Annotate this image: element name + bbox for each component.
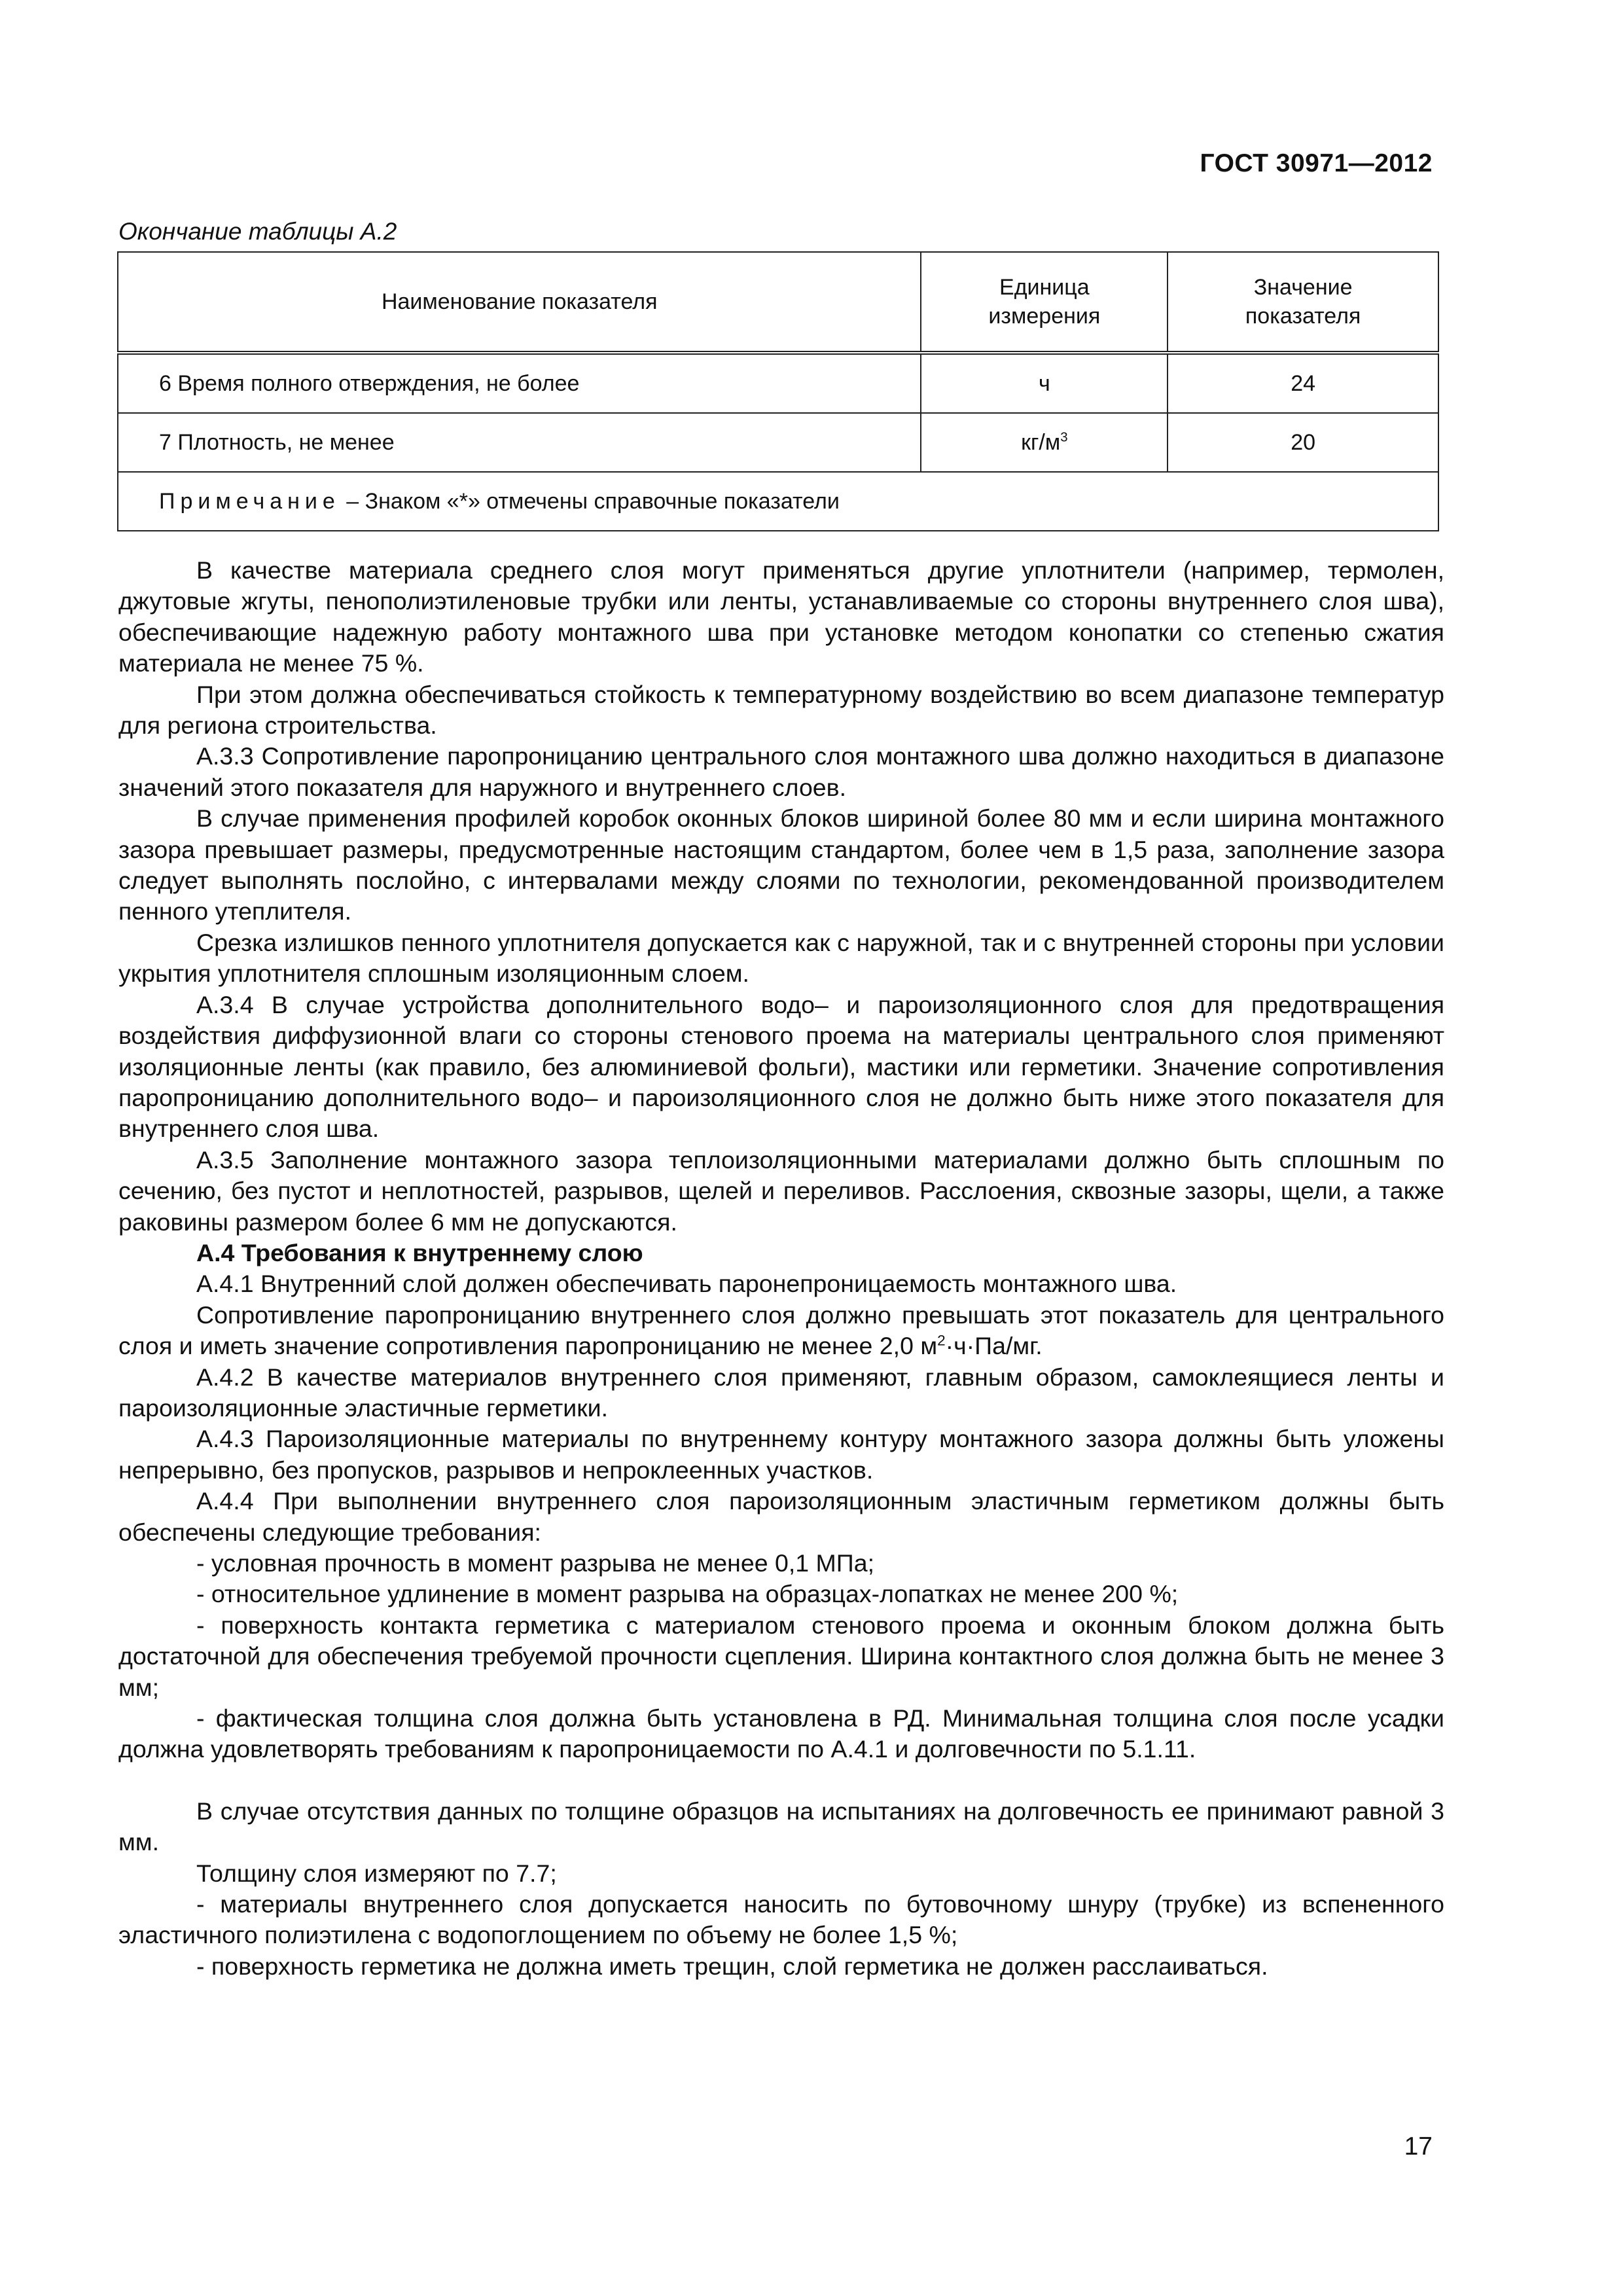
- row-unit: [921, 413, 1168, 472]
- paragraph-text: Сопротивление паропроницанию внутреннего слоя должно превышать этот показатель для центрального слоя и иметь значение сопротивления паропроницанию не менее 2,0 м: [118, 1300, 1444, 1360]
- column-header-value: [1168, 252, 1438, 353]
- page-number: 17: [1404, 2132, 1433, 2161]
- paragraph: А.3.3 Сопротивление паропроницанию центрального слоя монтажного шва должно находиться в диапазоне значений этого показателя для наружного и внутреннего слоев.: [118, 742, 1444, 801]
- table-caption: Окончание таблицы А.2: [118, 218, 397, 245]
- paragraph: Срезка излишков пенного уплотнителя допускается как с наружной, так и с внутренней стороны при условии укрытия уплотнителя сплошным изоляционным слоем.: [118, 928, 1444, 988]
- paragraph: В качестве материала среднего слоя могут применяться другие уплотнители (например, термолен, джутовые жгуты, пенополиэтиленовые трубки или ленты, устанавливаемые со стороны внутреннего слоя шва), обеспечивающие надежную работу монтажного шва при установке методом конопатки со степенью сжатия материала не менее 75 %.: [118, 556, 1444, 677]
- paragraph: [118, 1300, 1444, 1362]
- table-row: [118, 413, 1438, 472]
- list-item: - условная прочность в момент разрыва не менее 0,1 МПа;: [196, 1549, 874, 1577]
- table-header-row: [118, 252, 1438, 353]
- row-name: 7 Плотность, не менее: [118, 413, 921, 472]
- row-value: 24: [1168, 353, 1438, 413]
- row-unit-base: кг/м: [1021, 429, 1061, 455]
- paragraph: А.4.3 Пароизоляционные материалы по внутреннему контуру монтажного зазора должны быть уложены непрерывно, без пропусков, разрывов и непроклеенных участков.: [118, 1425, 1444, 1484]
- body-text: [118, 555, 1444, 1982]
- list-item: - поверхность контакта герметика с материалом стенового проема и оконным блоком должна быть достаточной для обеспечения требуемой прочности сцепления. Ширина контактного слоя должна быть не менее 3 мм;: [118, 1611, 1444, 1701]
- note-label: Примечание: [159, 488, 340, 514]
- row-unit: ч: [921, 353, 1168, 413]
- table-note: [118, 472, 1438, 531]
- unit-superscript: 2: [937, 1332, 946, 1349]
- row-value: 20: [1168, 413, 1438, 472]
- row-name: 6 Время полного отверждения, не более: [118, 353, 921, 413]
- paragraph: А.3.5 Заполнение монтажного зазора теплоизоляционными материалами должно быть сплошным по сечению, без пустот и неплотностей, разрывов, щелей и переливов. Расслоения, сквозные зазоры, щели, а также раковины размером более 6 мм не допускаются.: [118, 1145, 1444, 1236]
- paragraph: При этом должна обеспечиваться стойкость к температурному воздействию во всем диапазоне температур для региона строительства.: [118, 680, 1444, 740]
- paragraph: А.4.4 При выполнении внутреннего слоя пароизоляционным эластичным герметиком должны быть обеспечены следующие требования:: [118, 1487, 1444, 1546]
- paragraph: В случае применения профилей коробок оконных блоков шириной более 80 мм и если ширина монтажного зазора превышает размеры, предусмотренные настоящим стандартом, более чем в 1,5 раза, заполнение зазора следует выполнять послойно, с интервалами между слоями по технологии, рекомендованной производителем пенного утеплителя.: [118, 804, 1444, 925]
- paragraph: В случае отсутствия данных по толщине образцов на испытаниях на долговечность ее принимают равной 3 мм.: [118, 1797, 1444, 1856]
- list-item: - фактическая толщина слоя должна быть установлена в РД. Минимальная толщина слоя после усадки должна удовлетворять требованиям к паропроницаемости по А.4.1 и долговечности по 5.1.11.: [118, 1704, 1444, 1763]
- list-item: - относительное удлинение в момент разрыва на образцах-лопатках не менее 200 %;: [196, 1580, 1179, 1608]
- column-header-unit-text: Единица измерения: [988, 274, 1101, 329]
- paragraph: Толщину слоя измеряют по 7.7;: [196, 1859, 557, 1887]
- paragraph: А.4.2 В качестве материалов внутреннего слоя применяют, главным образом, самоклеящиеся ленты и пароизоляционные эластичные герметики.: [118, 1363, 1444, 1422]
- table-row: [118, 353, 1438, 413]
- list-item: - материалы внутреннего слоя допускается наносить по бутовочному шнуру (трубке) из вспененного эластичного полиэтилена с водопоглощением по объему не более 1,5 %;: [118, 1890, 1444, 1949]
- paragraph: А.4.1 Внутренний слой должен обеспечивать паронепроницаемость монтажного шва.: [196, 1270, 1177, 1298]
- row-unit-superscript: 3: [1060, 430, 1068, 445]
- spec-table: [117, 251, 1439, 531]
- table-note-row: [118, 472, 1438, 531]
- note-text: – Знаком «*» отмечены справочные показатели: [340, 488, 840, 514]
- paragraph-text-end: ·ч·Па/мг.: [945, 1332, 1043, 1360]
- paragraph: А.3.4 В случае устройства дополнительного водо– и пароизоляционного слоя для предотвращения воздействия диффузионной влаги со стороны стенового проема на материалы центрального слоя применяют изоляционные ленты (как правило, без алюминиевой фольги), мастики или герметики. Значение сопротивления паропроницанию дополнительного водо– и пароизоляционного слоя не должно быть ниже этого показателя для внутреннего слоя шва.: [118, 990, 1444, 1143]
- column-header-unit: [921, 252, 1168, 353]
- column-header-name: Наименование показателя: [118, 252, 921, 353]
- document-code: ГОСТ 30971—2012: [1200, 149, 1433, 177]
- column-header-value-text: Значение показателя: [1245, 274, 1361, 329]
- list-item: - поверхность герметика не должна иметь трещин, слой герметика не должен расслаиваться.: [196, 1952, 1268, 1980]
- section-heading: А.4 Требования к внутреннему слою: [196, 1238, 643, 1266]
